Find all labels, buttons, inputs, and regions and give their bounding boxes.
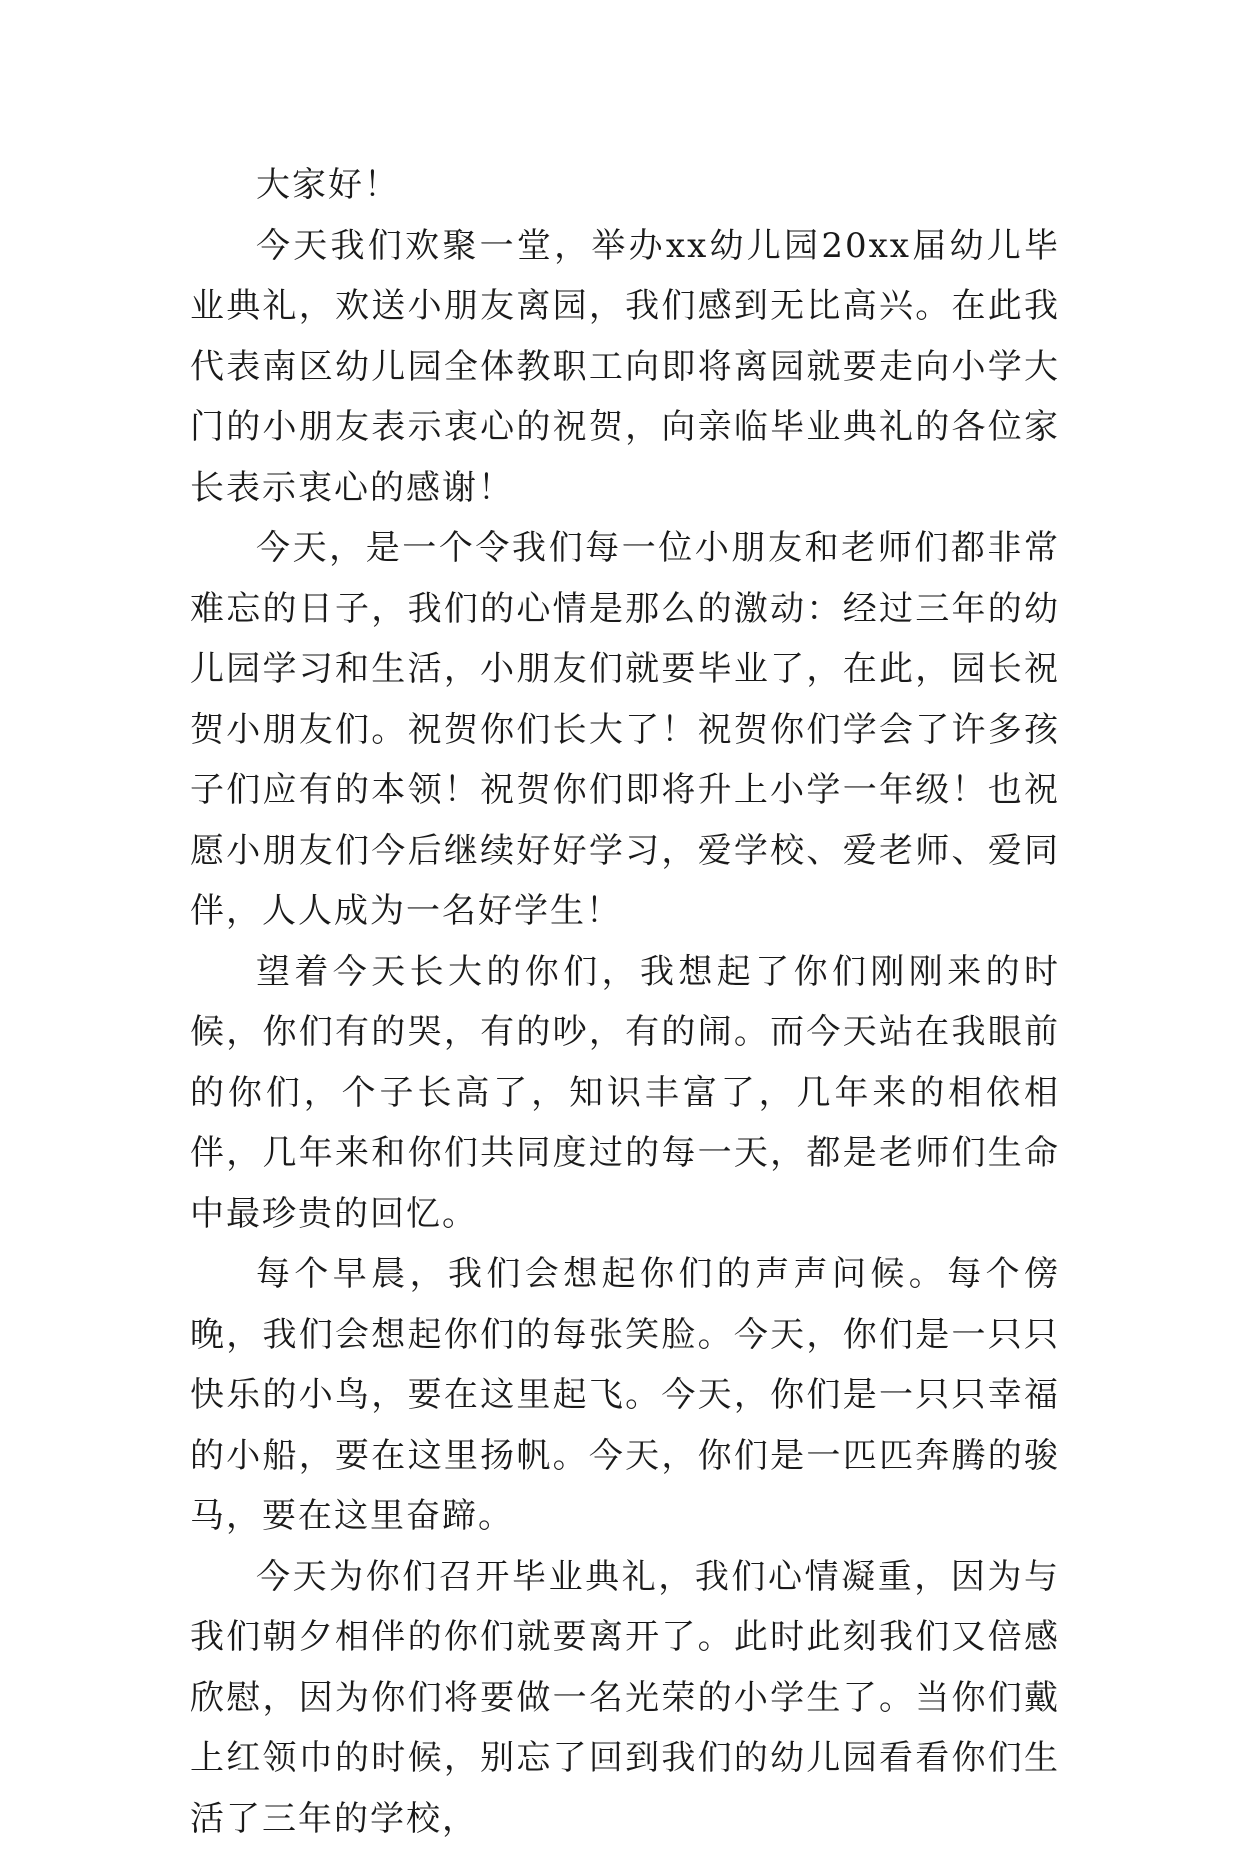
paragraph-congratulations: 今天，是一个令我们每一位小朋友和老师们都非常难忘的日子，我们的心情是那么的激动：经过三年的幼儿园学习和生活，小朋友们就要毕业了，在此，园长祝贺小朋友们。祝贺你们长大了！祝贺你们学会了许多孩子们应有的本领！祝贺你们即将升上小学一年级！也祝愿小朋友们今后继续好好学习，爱学校、爱老师、爱同伴，人人成为一名好学生！ [190,518,1060,942]
speech-body [190,155,1060,1849]
paragraph-ceremony: 今天为你们召开毕业典礼，我们心情凝重，因为与我们朝夕相伴的你们就要离开了。此时此刻我们又倍感欣慰，因为你们将要做一名光荣的小学生了。当你们戴上红领巾的时候，别忘了回到我们的幼儿园看看你们生活了三年的学校， [190,1547,1060,1849]
paragraph-farewell-imagery: 每个早晨，我们会想起你们的声声问候。每个傍晚，我们会想起你们的每张笑脸。今天，你们是一只只快乐的小鸟，要在这里起飞。今天，你们是一只只幸福的小船，要在这里扬帆。今天，你们是一匹匹奔腾的骏马，要在这里奋蹄。 [190,1244,1060,1547]
paragraph-memories: 望着今天长大的你们，我想起了你们刚刚来的时候，你们有的哭，有的吵，有的闹。而今天站在我眼前的你们，个子长高了，知识丰富了，几年来的相依相伴，几年来和你们共同度过的每一天，都是老师们生命中最珍贵的回忆。 [190,942,1060,1245]
paragraph-opening: 今天我们欢聚一堂，举办xx幼儿园20xx届幼儿毕业典礼，欢送小朋友离园，我们感到无比高兴。在此我代表南区幼儿园全体教职工向即将离园就要走向小学大门的小朋友表示衷心的祝贺，向亲临毕业典礼的各位家长表示衷心的感谢！ [190,216,1060,519]
paragraph-greeting: 大家好！ [190,155,1060,216]
